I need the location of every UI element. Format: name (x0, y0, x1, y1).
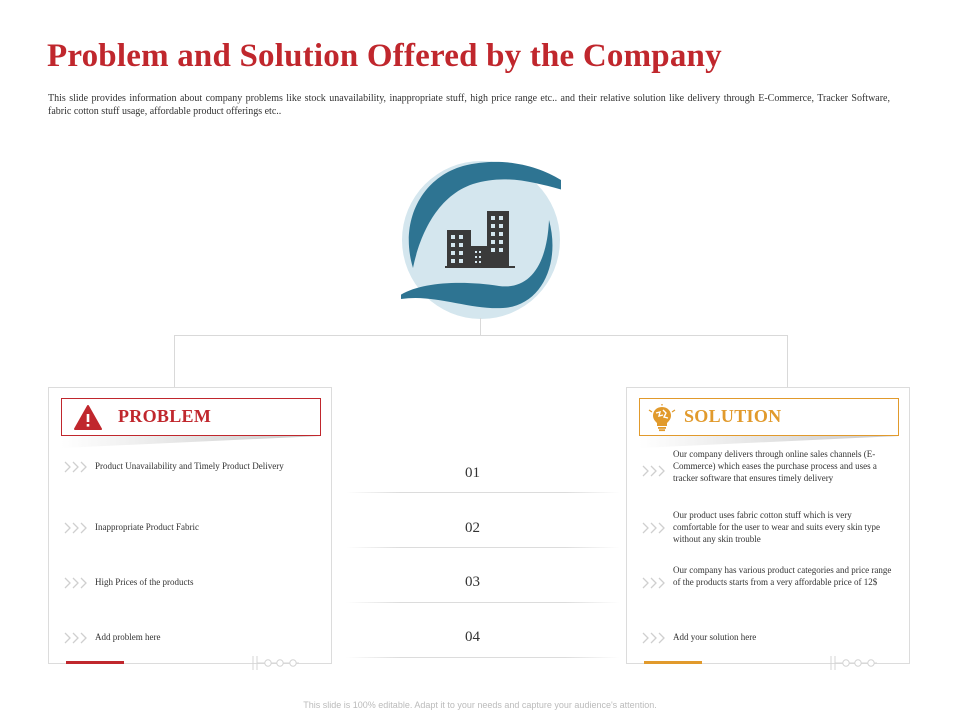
problem-item-4: Add problem here (95, 632, 161, 642)
chevrons-right-icon (641, 464, 669, 478)
solution-item-1: Our company delivers through online sales channels (E-Commerce) which eases the purchase process and uses a tracker software that ensures timely delivery (673, 449, 877, 483)
chevrons-right-icon (63, 576, 91, 590)
connector-vertical-center (480, 318, 481, 336)
solution-item-2: Our product uses fabric cotton stuff which is very comfortable for the user to wear and suits every skin type without any skin trouble (673, 510, 880, 544)
divider (346, 602, 620, 603)
connector-horizontal (174, 335, 788, 336)
divider (346, 547, 620, 548)
chevrons-right-icon (641, 631, 669, 645)
header-shadow (61, 436, 321, 448)
chevrons-right-icon (641, 521, 669, 535)
divider (346, 657, 620, 658)
footer-note: This slide is 100% editable. Adapt it to your needs and capture your audience's attention. (303, 700, 657, 710)
problem-heading: PROBLEM (118, 406, 212, 426)
hub-graphic (401, 160, 561, 320)
problem-item-3: High Prices of the products (95, 577, 194, 587)
solution-accent-bar (644, 661, 702, 664)
problem-panel (48, 387, 332, 664)
solution-item-3: Our company has various product categories and price range of the products starts from a very affordable price of 12$ (673, 565, 892, 587)
chevrons-right-icon (641, 576, 669, 590)
solution-item-4: Add your solution here (673, 632, 757, 642)
lightbulb-idea-icon (648, 404, 676, 432)
connector-left-drop (174, 335, 175, 387)
problem-item-2: Inappropriate Product Fabric (95, 522, 199, 532)
problem-accent-bar (66, 661, 124, 664)
problem-header (61, 398, 321, 436)
step-number: 02 (465, 520, 480, 536)
decorative-dots (251, 656, 303, 670)
header-shadow (639, 436, 899, 448)
solution-heading: SOLUTION (684, 406, 782, 426)
chevrons-right-icon (63, 460, 91, 474)
solution-header (639, 398, 899, 436)
warning-icon (74, 404, 102, 432)
connector-right-drop (787, 335, 788, 387)
slide-description: This slide provides information about company problems like stock unavailability, inappropriate stuff, high price range etc.. and their relative solution like delivery through E-Commerce, Tracker Software, fabric cotton stuff usage, affordable product offerings etc.. (48, 93, 890, 117)
chevrons-right-icon (63, 521, 91, 535)
solution-panel (626, 387, 910, 664)
step-number: 01 (465, 465, 480, 481)
problem-item-1: Product Unavailability and Timely Product Delivery (95, 461, 284, 471)
step-number: 03 (465, 574, 480, 590)
chevrons-right-icon (63, 631, 91, 645)
slide-title: Problem and Solution Offered by the Company (47, 38, 722, 74)
step-number: 04 (465, 629, 480, 645)
decorative-dots (829, 656, 881, 670)
divider (346, 492, 620, 493)
